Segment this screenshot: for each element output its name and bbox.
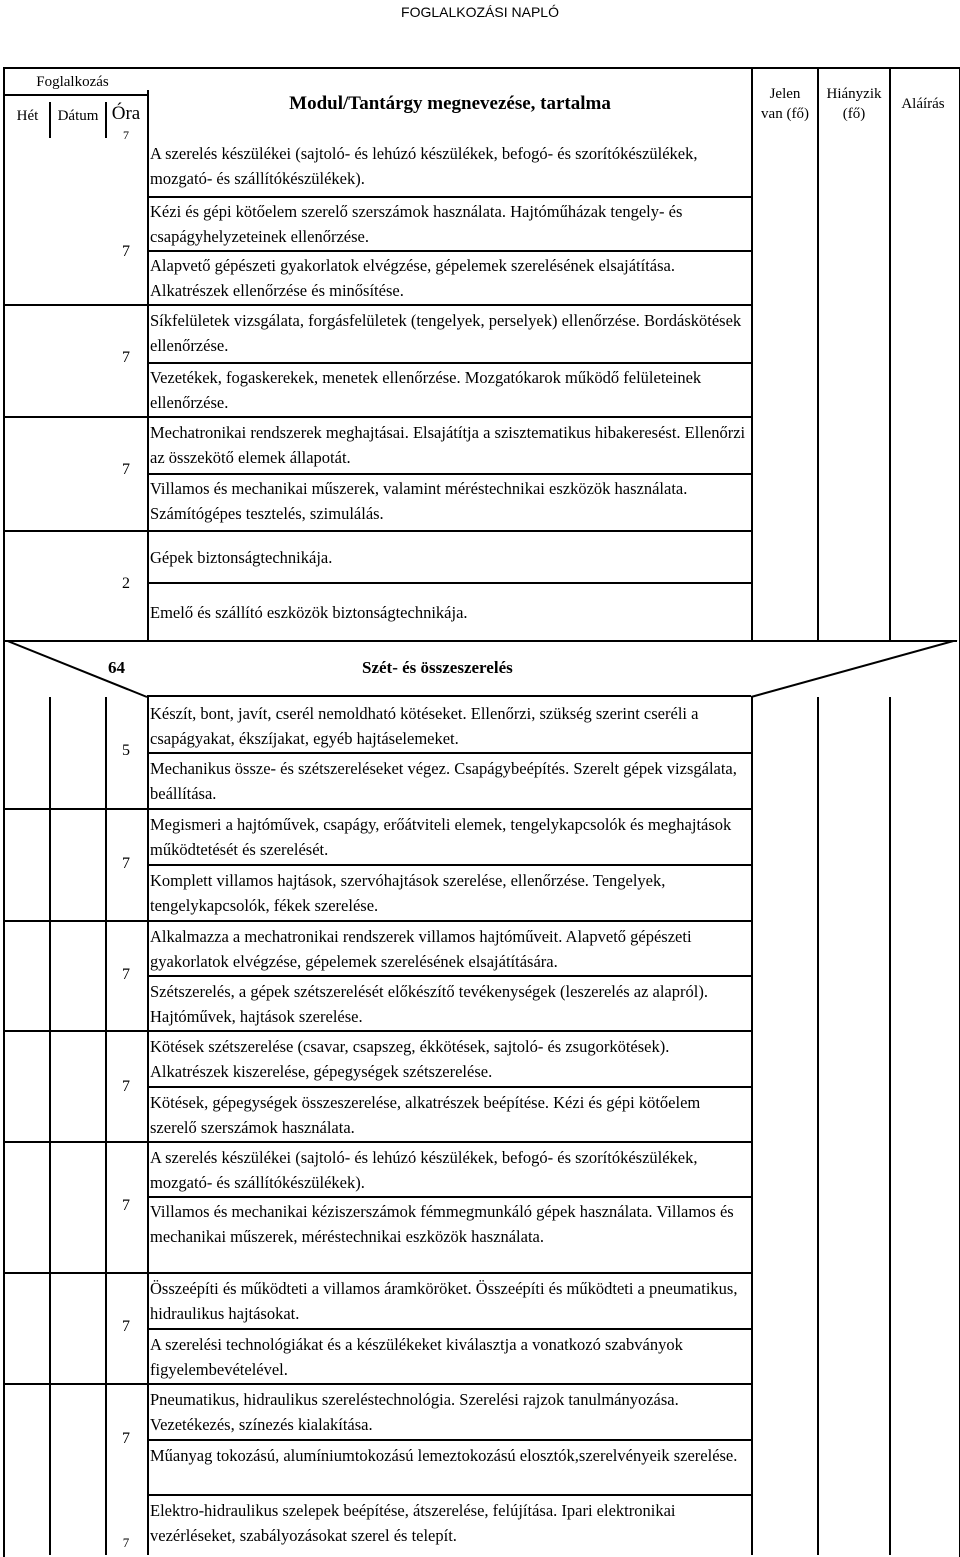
row-divider bbox=[5, 920, 147, 922]
col-divider bbox=[817, 697, 819, 1555]
header-foglalkozas: Foglalkozás bbox=[36, 74, 109, 90]
col-divider bbox=[889, 67, 891, 640]
col-divider bbox=[147, 697, 149, 1555]
hours-stub: 7 bbox=[123, 128, 129, 142]
content-cell: Komplett villamos hajtások, szervóhajtások szerelése, ellenőrzése. Tengelyek, tengelykapcsolók, fékek szerelése. bbox=[150, 871, 666, 915]
col-divider bbox=[751, 67, 753, 640]
col-divider bbox=[751, 697, 753, 1555]
content-cell: Kézi és gépi kötőelem szerelő szerszámok használata. Hajtóműházak tengely- és csapágyhelyzeteinek ellenőrzése. bbox=[150, 202, 683, 246]
row-divider bbox=[5, 304, 147, 306]
hours-value: 7 bbox=[122, 243, 130, 260]
content-divider bbox=[147, 1030, 751, 1032]
content-divider bbox=[147, 250, 751, 252]
content-divider bbox=[147, 1272, 751, 1274]
content-cell: A szerelés készülékei (sajtoló- és lehúzó készülékek, befogó- és szorítókészülékek, mozgató- és szállítókészülékek). bbox=[150, 144, 698, 188]
content-divider bbox=[147, 1086, 751, 1088]
row-divider bbox=[5, 1141, 147, 1143]
content-divider bbox=[147, 1494, 751, 1496]
content-divider bbox=[147, 920, 751, 922]
content-divider bbox=[147, 975, 751, 977]
content-divider bbox=[147, 1328, 751, 1330]
row-divider bbox=[5, 1383, 147, 1385]
col-divider bbox=[105, 697, 107, 1555]
hours-value: 7 bbox=[122, 349, 130, 366]
content-cell: Szétszerelés, a gépek szétszerelését előkészítő tevékenységek (leszerelés az alapról). Hajtóművek, hajtások szerelése. bbox=[150, 982, 708, 1026]
header-het: Hét bbox=[16, 108, 39, 124]
hours-value: 7 bbox=[122, 1078, 130, 1095]
hours-value: 7 bbox=[122, 1318, 130, 1335]
header-jelen-2: van (fő) bbox=[761, 106, 809, 122]
content-cell: Pneumatikus, hidraulikus szereléstechnológia. Szerelési rajzok tanulmányozása. Vezetékezés, színezés kialakítása. bbox=[150, 1390, 679, 1434]
hours-value: 7 bbox=[122, 1430, 130, 1447]
col-divider bbox=[147, 90, 149, 640]
content-cell: Mechanikus össze- és szétszereléseket végez. Csapágybeépítés. Szerelt gépek vizsgálata, beállítása. bbox=[150, 759, 737, 803]
header-jelen-1: Jelen bbox=[769, 86, 801, 102]
content-cell: Készít, bont, javít, cserél nemoldható kötéseket. Ellenőrzi, szükség szerint cseréli a csapágyakat, ékszíjakat, egyéb hajtáselemeket. bbox=[150, 704, 699, 748]
content-cell: Megismeri a hajtóművek, csapágy, erőátviteli elemek, tengelykapcsolók és meghajtások működtetését és szerelését. bbox=[150, 815, 732, 859]
content-divider bbox=[147, 1383, 751, 1385]
content-cell: Gépek biztonságtechnikája. bbox=[150, 548, 333, 567]
row-divider bbox=[5, 416, 147, 418]
content-cell: Villamos és mechanikai kéziszerszámok fémmegmunkáló gépek használata. Villamos és mechanikai műszerek, méréstechnikai eszközök használata. bbox=[150, 1202, 734, 1246]
col-divider bbox=[105, 102, 107, 138]
content-divider bbox=[147, 416, 751, 418]
content-divider bbox=[147, 304, 751, 306]
content-divider bbox=[147, 1196, 751, 1198]
hours-value: 7 bbox=[122, 966, 130, 983]
col-divider bbox=[49, 102, 51, 138]
content-cell: Vezetékek, fogaskerekek, menetek ellenőrzése. Mozgatókarok működő felületeinek ellenőrzése. bbox=[150, 368, 702, 412]
row-divider bbox=[147, 695, 751, 697]
hours-value: 7 bbox=[122, 855, 130, 872]
hours-value: 7 bbox=[122, 1197, 130, 1214]
content-divider bbox=[147, 530, 751, 532]
content-divider bbox=[147, 864, 751, 866]
content-cell: Alkalmazza a mechatronikai rendszerek villamos hajtóműveit. Alapvető gépészeti gyakorlatok elvégzése, gépelemek szerelésének elsajátítására. bbox=[150, 927, 692, 971]
content-cell: Emelő és szállító eszközök biztonságtechnikája. bbox=[150, 603, 468, 622]
page-title: FOGLALKOZÁSI NAPLÓ bbox=[401, 4, 559, 20]
content-cell: Villamos és mechanikai műszerek, valamint méréstechnikai eszközök használata. Számítógépes tesztelés, szimulálás. bbox=[150, 479, 688, 523]
header-alairas: Aláírás bbox=[901, 96, 945, 112]
header-sub-divider bbox=[3, 94, 148, 96]
hours-stub: 7 bbox=[122, 1535, 130, 1550]
row-divider bbox=[5, 808, 147, 810]
col-divider bbox=[817, 67, 819, 640]
content-cell: Műanyag tokozású, alumíniumtokozású lemeztokozású elosztók,szerelvényeik szerelése. bbox=[150, 1446, 738, 1465]
content-divider bbox=[147, 1439, 751, 1441]
col-divider bbox=[889, 697, 891, 1555]
content-divider bbox=[147, 196, 751, 198]
col-divider bbox=[49, 697, 51, 1555]
content-divider bbox=[147, 582, 751, 584]
header-modul: Modul/Tantárgy megnevezése, tartalma bbox=[289, 93, 611, 114]
content-divider bbox=[147, 752, 751, 754]
row-divider bbox=[5, 530, 147, 532]
content-cell: Kötések szétszerelése (csavar, csapszeg, ékkötések, sajtoló- és zsugorkötések). Alkatrészek kiszerelése, gépegységek szétszerelése. bbox=[150, 1037, 670, 1081]
content-cell: Mechatronikai rendszerek meghajtásai. Elsajátítja a szisztematikus hibakeresést. Ellenőrzi az összekötő elemek állapotát. bbox=[150, 423, 746, 467]
content-cell: Elektro-hidraulikus szelepek beépítése, átszerelése, felújítása. Ipari elektronikai vezérléseket, szabályozásokat szerel és telepít. bbox=[150, 1501, 676, 1545]
hours-value: 7 bbox=[122, 461, 130, 478]
header-datum: Dátum bbox=[57, 108, 99, 124]
content-cell: A szerelési technológiákat és a készülékeket kiválasztja a vonatkozó szabványok figyelembevételével. bbox=[150, 1335, 683, 1379]
header-ora: Óra bbox=[111, 103, 141, 124]
header-hianyzik-1: Hiányzik bbox=[826, 86, 882, 102]
header-hianyzik-2: (fő) bbox=[842, 106, 866, 122]
section-title: Szét- és összeszerelés bbox=[362, 658, 513, 677]
section-hours: 64 bbox=[108, 658, 125, 677]
content-divider bbox=[147, 473, 751, 475]
content-cell: Síkfelületek vizsgálata, forgásfelületek (tengelyek, perselyek) ellenőrzése. Bordáskötések ellenőrzése. bbox=[150, 311, 742, 355]
content-cell: Alapvető gépészeti gyakorlatok elvégzése, gépelemek szerelésének elsajátítása. Alkatrészek ellenőrzése és minősítése. bbox=[150, 256, 676, 300]
row-divider bbox=[5, 1272, 147, 1274]
content-divider bbox=[147, 808, 751, 810]
content-cell: Összeépíti és működteti a villamos áramköröket. Összeépíti és működteti a pneumatikus, hidraulikus hajtásokat. bbox=[150, 1279, 738, 1323]
content-cell: Kötések, gépegységek összeszerelése, alkatrészek beépítése. Kézi és gépi kötőelem szerelő szerszámok használata. bbox=[150, 1093, 701, 1137]
content-cell: A szerelés készülékei (sajtoló- és lehúzó készülékek, befogó- és szorítókészülékek, mozgató- és szállítókészülékek). bbox=[150, 1148, 698, 1192]
hours-value: 2 bbox=[122, 575, 130, 592]
content-divider bbox=[147, 1141, 751, 1143]
row-divider bbox=[5, 1030, 147, 1032]
content-divider bbox=[147, 362, 751, 364]
hours-value: 5 bbox=[122, 742, 130, 759]
